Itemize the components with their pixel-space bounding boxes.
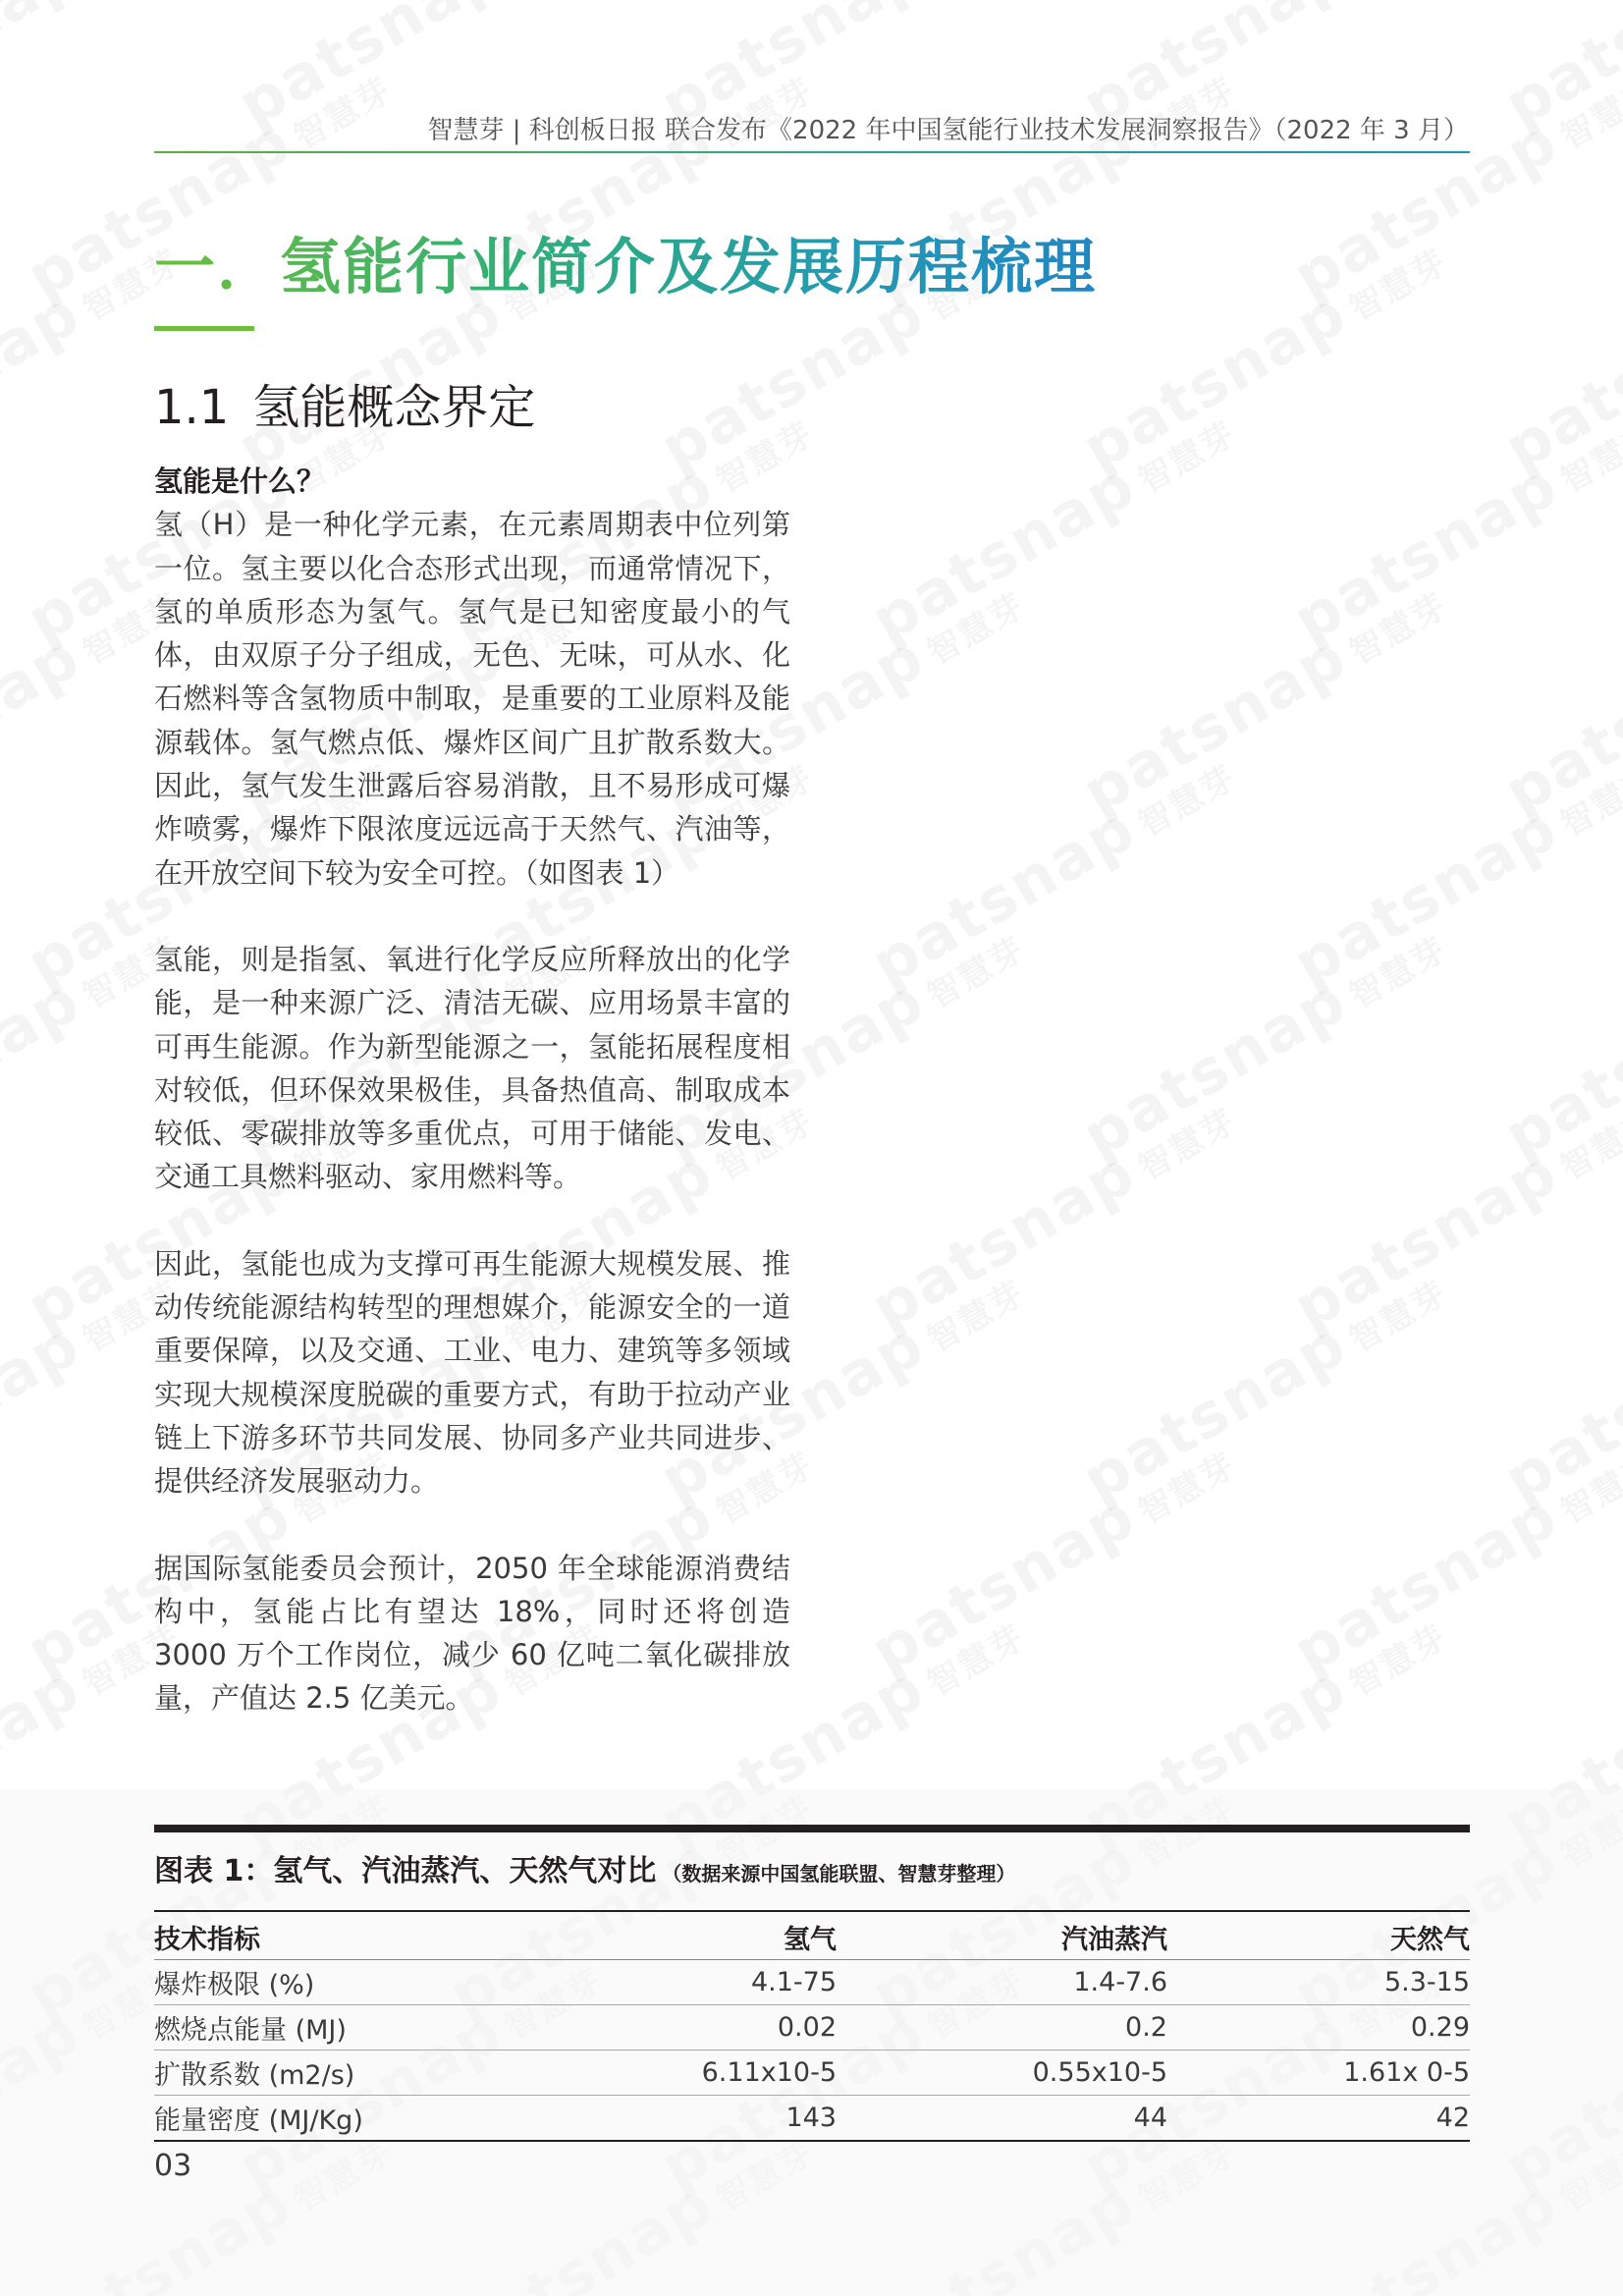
comparison-table <box>154 1915 1470 2142</box>
body-paragraph: 因此，氢能也成为支撑可再生能源大规模发展、推动传统能源结构转型的理想媒介，能源安全的一道重要保障，以及交通、工业、电力、建筑等多领域实现大规模深度脱碳的重要方式，有助于拉动产业链上下游多环节共同发展、协同多产业共同进步、提供经济发展驱动力。 <box>154 1246 790 1499</box>
body-text-column <box>154 460 790 1764</box>
table-cell: 0.29 <box>1167 2005 1470 2050</box>
table-cell: 0.2 <box>837 2005 1167 2050</box>
table-cell: 能量密度 (MJ/Kg) <box>154 2096 508 2142</box>
table-row <box>154 2096 1470 2142</box>
body-paragraph: 氢（H）是一种化学元素，在元素周期表中位列第一位。氢主要以化合态形式出现，而通常情况下，氢的单质形态为氢气。氢气是已知密度最小的气体，由双原子分子组成，无色、无味，可从水、化石燃料等含氢物质中制取，是重要的工业原料及能源载体。氢气燃点低、爆炸区间广且扩散系数大。因此，氢气发生泄露后容易消散，且不易形成可爆炸喷雾，爆炸下限浓度远远高于天然气、汽油等，在开放空间下较为安全可控。（如图表 1） <box>154 508 790 890</box>
header-cell-gasoline-vapor: 汽油蒸汽 <box>837 1915 1167 1960</box>
caption-divider <box>154 1910 1470 1912</box>
chapter-title: 一．氢能行业简介及发展历程梳理 <box>154 218 1097 305</box>
table-cell: 44 <box>837 2096 1167 2142</box>
table-cell: 1.61x 0-5 <box>1167 2050 1470 2096</box>
table-cell: 燃烧点能量 (MJ) <box>154 2005 508 2050</box>
table-cell: 143 <box>508 2096 837 2142</box>
header-cell-natural-gas: 天然气 <box>1167 1915 1470 1960</box>
page-number: 03 <box>154 2149 192 2183</box>
section-heading <box>154 369 535 437</box>
header-divider <box>154 151 1470 153</box>
body-paragraph: 据国际氢能委员会预计，2050 年全球能源消费结构中，氢能占比有望达 18%，同时还将创造 3000 万个工作岗位，减少 60 亿吨二氧化碳排放量，产值达 2.5 亿美元。 <box>154 1551 790 1716</box>
table-cell: 6.11x10-5 <box>508 2050 837 2096</box>
section-title: 氢能概念界定 <box>252 380 536 435</box>
table-caption <box>154 1846 1015 1889</box>
running-header: 智慧芽 | 科创板日报 联合发布《2022 年中国氢能行业技术发展洞察报告》（2022 年 3 月） <box>427 116 1469 145</box>
table-top-bar <box>154 1825 1470 1832</box>
table-row <box>154 2050 1470 2096</box>
table-header-row <box>154 1915 1470 1960</box>
section-number: 1.1 <box>154 380 230 435</box>
table-row <box>154 1960 1470 2005</box>
table-cell: 0.55x10-5 <box>837 2050 1167 2096</box>
table-cell: 4.1-75 <box>508 1960 837 2005</box>
question-heading: 氢能是什么？ <box>154 465 326 498</box>
header-cell-metric: 技术指标 <box>154 1915 508 1960</box>
header-cell-hydrogen: 氢气 <box>508 1915 837 1960</box>
table-cell: 42 <box>1167 2096 1470 2142</box>
table-row <box>154 2005 1470 2050</box>
table-cell: 1.4-7.6 <box>837 1960 1167 2005</box>
table-cell: 扩散系数 (m2/s) <box>154 2050 508 2096</box>
table-cell: 爆炸极限 (%) <box>154 1960 508 2005</box>
body-paragraph: 氢能，则是指氢、氧进行化学反应所释放出的化学能，是一种来源广泛、清洁无碳、应用场景丰富的可再生能源。作为新型能源之一，氢能拓展程度相对较低，但环保效果极佳，具备热值高、制取成本较低、零碳排放等多重优点，可用于储能、发电、交通工具燃料驱动、家用燃料等。 <box>154 942 790 1194</box>
table-caption-title: 图表 1：氢气、汽油蒸汽、天然气对比 <box>154 1854 657 1888</box>
table-caption-source: （数据来源中国氢能联盟、智慧芽整理） <box>662 1862 1016 1886</box>
table-cell: 0.02 <box>508 2005 837 2050</box>
chapter-underline <box>154 326 254 331</box>
table-cell: 5.3-15 <box>1167 1960 1470 2005</box>
